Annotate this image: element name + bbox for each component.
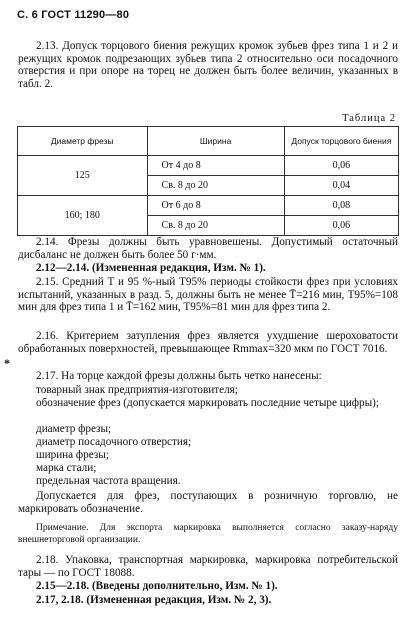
clause-2-18: 2.18. Упаковка, транспортная маркировка, маркировка потребительской тары — по ГОСТ 18088. [18, 554, 398, 579]
marking-item: предельная частота вращения. [36, 475, 181, 487]
clause-2-16: 2.16. Критерием затупления фрез является ухудшение шероховатости обработанных поверхностей, превышающее Rmmax=320 мкм по ГОСТ 7016. [18, 330, 398, 355]
tolerance-table [17, 126, 399, 236]
col-header-diameter: Диаметр фрезы [18, 127, 148, 156]
width-cell: Св. 8 до 20 [147, 176, 284, 196]
width-cell: От 6 до 8 [147, 196, 284, 216]
marking-item: обозначение фрез (допускается маркировать последние четыре цифры); [36, 397, 379, 409]
marking-item: диаметр фрезы; [36, 423, 112, 435]
amendment-2-12-2-14: 2.12—2.14. (Измененная редакция, Изм. № 1). [36, 262, 266, 274]
table-row [18, 196, 399, 216]
marking-item: товарный знак предприятия-изготовителя; [36, 384, 238, 396]
clause-2-15: 2.15. Средний T и 95 %-ный T95% периоды стойкости фрез при условиях испытаний, указанных в разд. 5, должны быть не менее T̄=216 мин, T95%=108 мин для фрез типа 1 и T̄=162 мин, T95%=81 мин для фрез типа 2. [18, 276, 398, 314]
diameter-cell: 160; 180 [18, 196, 148, 236]
margin-asterisk: * [4, 356, 10, 370]
col-header-width: Ширина [147, 127, 284, 156]
marking-item: марка стали; [36, 462, 97, 474]
tolerance-cell: 0,04 [284, 176, 398, 196]
table-row [18, 156, 399, 176]
clause-2-17: 2.17. На торце каждой фрезы должны быть четко нанесены: [36, 370, 322, 382]
tolerance-cell: 0,08 [284, 196, 398, 216]
clause-2-13: 2.13. Допуск торцового биения режущих кромок зубьев фрез типа 1 и 2 и режущих кромок подрезающих зубьев типа 2 относительно оси посадочного отверстия и при опоре на торец не должен быть более величин, указанных в табл. 2. [18, 40, 398, 90]
marking-item: ширина фрезы; [36, 449, 109, 461]
diameter-cell: 125 [18, 156, 148, 196]
note: Примечание. Для экспорта маркировка выполняется согласно заказу-наряду внешнеторговой организации. [18, 523, 398, 545]
width-cell: От 4 до 8 [147, 156, 284, 176]
retail-exception: Допускается для фрез, поступающих в розничную торговлю, не маркировать обозначение. [18, 490, 398, 515]
table-caption: Таблица 2 [342, 113, 396, 124]
page-header: С. 6 ГОСТ 11290—80 [17, 9, 130, 21]
amendment-2-15-2-18: 2.15—2.18. (Введены дополнительно, Изм. № 1). [36, 580, 278, 592]
amendment-2-17-2-18: 2.17, 2.18. (Измененная редакция, Изм. № 2, 3). [36, 594, 272, 606]
width-cell: Св. 8 до 20 [147, 216, 284, 236]
clause-2-14: 2.14. Фрезы должны быть уравновешены. Допустимый остаточный дисбаланс не должен быть более 50 г·мм. [18, 236, 398, 261]
marking-item: диаметр посадочного отверстия; [36, 436, 192, 448]
tolerance-cell: 0,06 [284, 156, 398, 176]
col-header-tolerance: Допуск торцового биения [284, 127, 398, 156]
table-header-row [18, 127, 399, 156]
tolerance-cell: 0,06 [284, 216, 398, 236]
